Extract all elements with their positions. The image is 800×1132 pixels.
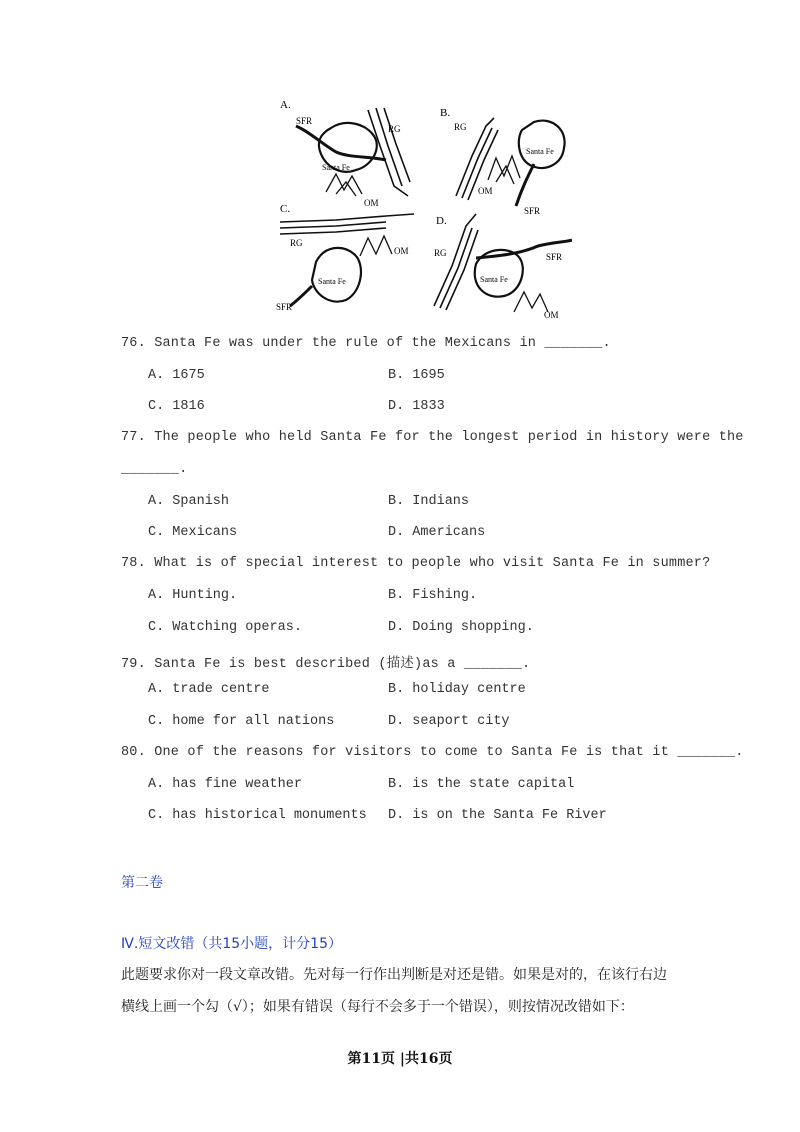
q78-option-b: B. Fishing. bbox=[388, 588, 478, 603]
map-a-label-santafe: Santa Fe bbox=[322, 163, 350, 172]
q80-option-b: B. is the state capital bbox=[388, 777, 575, 792]
q78-option-a: A. Hunting. bbox=[148, 588, 238, 603]
instructions-line-1: 此题要求你对一段文章改错。先对每一行作出判断是对还是错。如果是对的，在该行右边 bbox=[121, 967, 667, 983]
map-a-label-rg: RG bbox=[388, 124, 401, 134]
page-footer: 第11页 |共16页 bbox=[347, 1051, 453, 1067]
map-d-label-sfr: SFR bbox=[546, 252, 563, 262]
q77-option-d: D. Americans bbox=[388, 525, 486, 540]
q80-option-a: A. has fine weather bbox=[148, 777, 302, 792]
q76-option-a: A. 1675 bbox=[148, 368, 205, 383]
map-c-label-om: OM bbox=[394, 246, 409, 256]
q80-option-c: C. has historical monuments bbox=[148, 808, 367, 823]
question-79: 79. Santa Fe is best described (描述)as a _______. bbox=[121, 657, 531, 672]
q76-option-c: C. 1816 bbox=[148, 399, 205, 414]
map-d-label-rg: RG bbox=[434, 248, 447, 258]
map-c-letter: C. bbox=[280, 203, 291, 215]
map-a-letter: A. bbox=[280, 99, 291, 111]
map-b-label-om: OM bbox=[478, 186, 493, 196]
q79-option-c: C. home for all nations bbox=[148, 714, 335, 729]
map-a-label-sfr: SFR bbox=[296, 116, 313, 126]
section-heading: Ⅳ.短文改错（共15小题，计分15） bbox=[121, 936, 342, 952]
question-76: 76. Santa Fe was under the rule of the Mexicans in _______. bbox=[121, 336, 611, 351]
q77-option-b: B. Indians bbox=[388, 494, 470, 509]
volume-title: 第二卷 bbox=[121, 875, 163, 891]
q79-option-a: A. trade centre bbox=[148, 682, 270, 697]
q79-option-d: D. seaport city bbox=[388, 714, 510, 729]
map-d-letter: D. bbox=[436, 215, 447, 227]
q76-option-b: B. 1695 bbox=[388, 368, 445, 383]
map-panel-b bbox=[440, 107, 565, 216]
map-a-label-om: OM bbox=[364, 198, 379, 208]
map-b-label-sfr: SFR bbox=[524, 206, 541, 216]
map-panel-a bbox=[280, 99, 410, 208]
q77-option-a: A. Spanish bbox=[148, 494, 230, 509]
map-b-label-santafe: Santa Fe bbox=[526, 147, 554, 156]
map-panel-d bbox=[434, 214, 572, 320]
question-78: 78. What is of special interest to people who visit Santa Fe in summer? bbox=[121, 556, 711, 571]
question-77-continued: _______. bbox=[121, 462, 188, 477]
q78-option-c: C. Watching operas. bbox=[148, 620, 302, 635]
q78-option-d: D. Doing shopping. bbox=[388, 620, 534, 635]
instructions-line-2: 横线上画一个勾（√）；如果有错误（每行不会多于一个错误），则按情况改错如下： bbox=[121, 999, 634, 1015]
map-panel-c bbox=[276, 203, 414, 312]
question-77: 77. The people who held Santa Fe for the longest period in history were the bbox=[121, 430, 744, 445]
map-d-label-santafe: Santa Fe bbox=[480, 275, 508, 284]
map-b-label-rg: RG bbox=[454, 122, 467, 132]
map-c-label-rg: RG bbox=[290, 238, 303, 248]
question-80: 80. One of the reasons for visitors to come to Santa Fe is that it _______. bbox=[121, 745, 744, 760]
map-c-label-santafe: Santa Fe bbox=[318, 277, 346, 286]
map-d-label-om: OM bbox=[544, 310, 559, 320]
q77-option-c: C. Mexicans bbox=[148, 525, 238, 540]
santa-fe-maps-figure bbox=[276, 96, 572, 322]
map-b-letter: B. bbox=[440, 107, 451, 119]
q80-option-d: D. is on the Santa Fe River bbox=[388, 808, 607, 823]
q76-option-d: D. 1833 bbox=[388, 399, 445, 414]
map-c-label-sfr: SFR bbox=[276, 302, 293, 312]
q79-option-b: B. holiday centre bbox=[388, 682, 526, 697]
